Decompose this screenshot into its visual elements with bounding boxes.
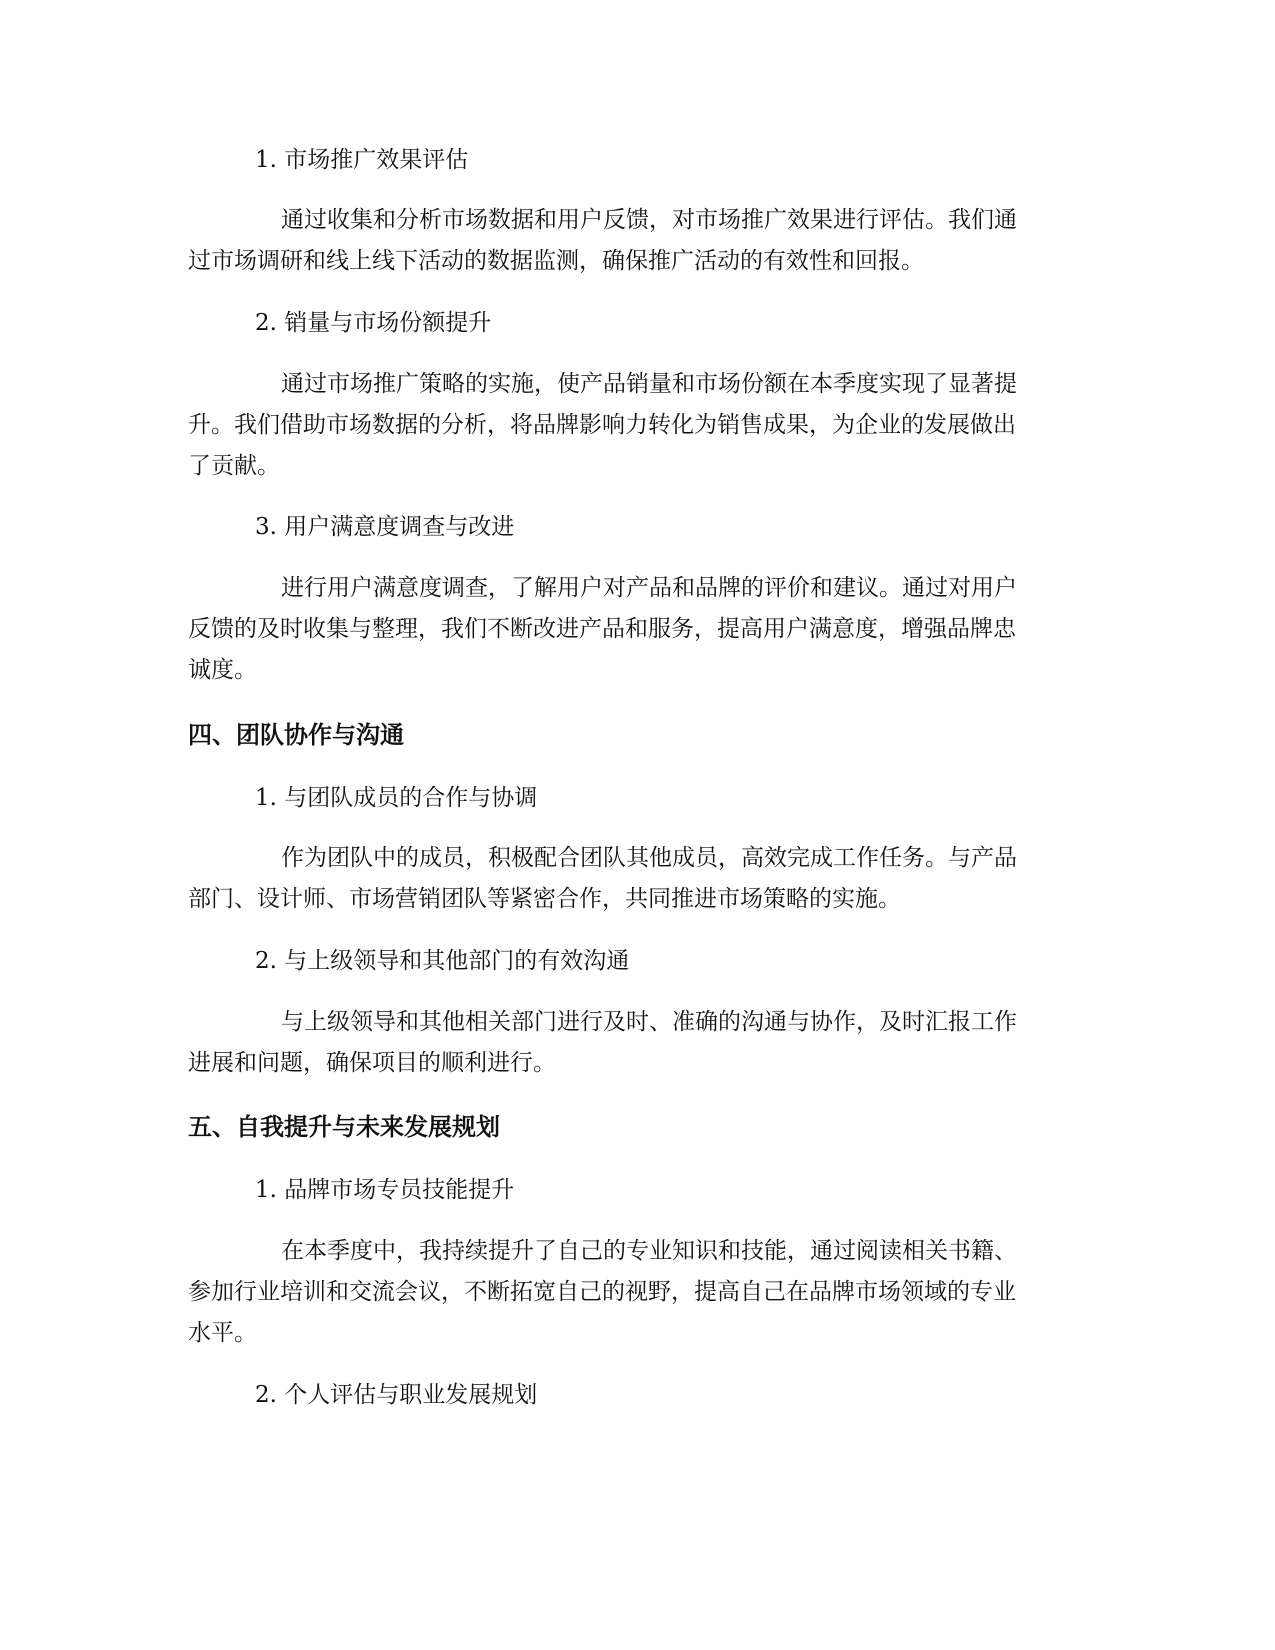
paragraph-line: 参加行业培训和交流会议，不断拓宽自己的视野，提高自己在品牌市场领域的专业	[188, 1279, 1016, 1305]
paragraph-line: 与上级领导和其他相关部门进行及时、准确的沟通与协作，及时汇报工作	[281, 1009, 1017, 1035]
paragraph-line: 水平。	[188, 1320, 257, 1346]
paragraph-line: 了贡献。	[188, 453, 280, 479]
paragraph-line: 进展和问题，确保项目的顺利进行。	[188, 1050, 556, 1076]
paragraph-line: 反馈的及时收集与整理，我们不断改进产品和服务，提高用户满意度，增强品牌忠	[188, 616, 1016, 642]
paragraph	[188, 1002, 1088, 1084]
item-heading: 1. 与团队成员的合作与协调	[255, 785, 538, 811]
item-heading: 1. 品牌市场专员技能提升	[255, 1177, 515, 1203]
paragraph	[188, 364, 1088, 487]
paragraph	[188, 568, 1088, 691]
item-heading: 2. 与上级领导和其他部门的有效沟通	[255, 948, 630, 974]
paragraph	[188, 838, 1088, 920]
item-heading: 2. 个人评估与职业发展规划	[255, 1382, 538, 1408]
paragraph	[188, 200, 1088, 282]
paragraph-line: 在本季度中，我持续提升了自己的专业知识和技能，通过阅读相关书籍、	[281, 1238, 1017, 1264]
paragraph-line: 部门、设计师、市场营销团队等紧密合作，共同推进市场策略的实施。	[188, 886, 901, 912]
item-heading: 2. 销量与市场份额提升	[255, 310, 492, 336]
item-heading: 1. 市场推广效果评估	[255, 147, 469, 173]
paragraph-line: 升。我们借助市场数据的分析，将品牌影响力转化为销售成果，为企业的发展做出	[188, 412, 1016, 438]
paragraph-line: 进行用户满意度调查，了解用户对产品和品牌的评价和建议。通过对用户	[281, 575, 1017, 601]
paragraph-line: 作为团队中的成员，积极配合团队其他成员，高效完成工作任务。与产品	[281, 845, 1017, 871]
paragraph-line: 通过收集和分析市场数据和用户反馈，对市场推广效果进行评估。我们通	[281, 207, 1017, 233]
paragraph-line: 过市场调研和线上线下活动的数据监测，确保推广活动的有效性和回报。	[188, 248, 924, 274]
paragraph	[188, 1231, 1088, 1354]
paragraph-line: 通过市场推广策略的实施，使产品销量和市场份额在本季度实现了显著提	[281, 371, 1017, 397]
paragraph-line: 诚度。	[188, 657, 257, 683]
section-heading: 四、团队协作与沟通	[188, 721, 404, 749]
section-heading: 五、自我提升与未来发展规划	[188, 1113, 500, 1141]
item-heading: 3. 用户满意度调查与改进	[255, 514, 515, 540]
